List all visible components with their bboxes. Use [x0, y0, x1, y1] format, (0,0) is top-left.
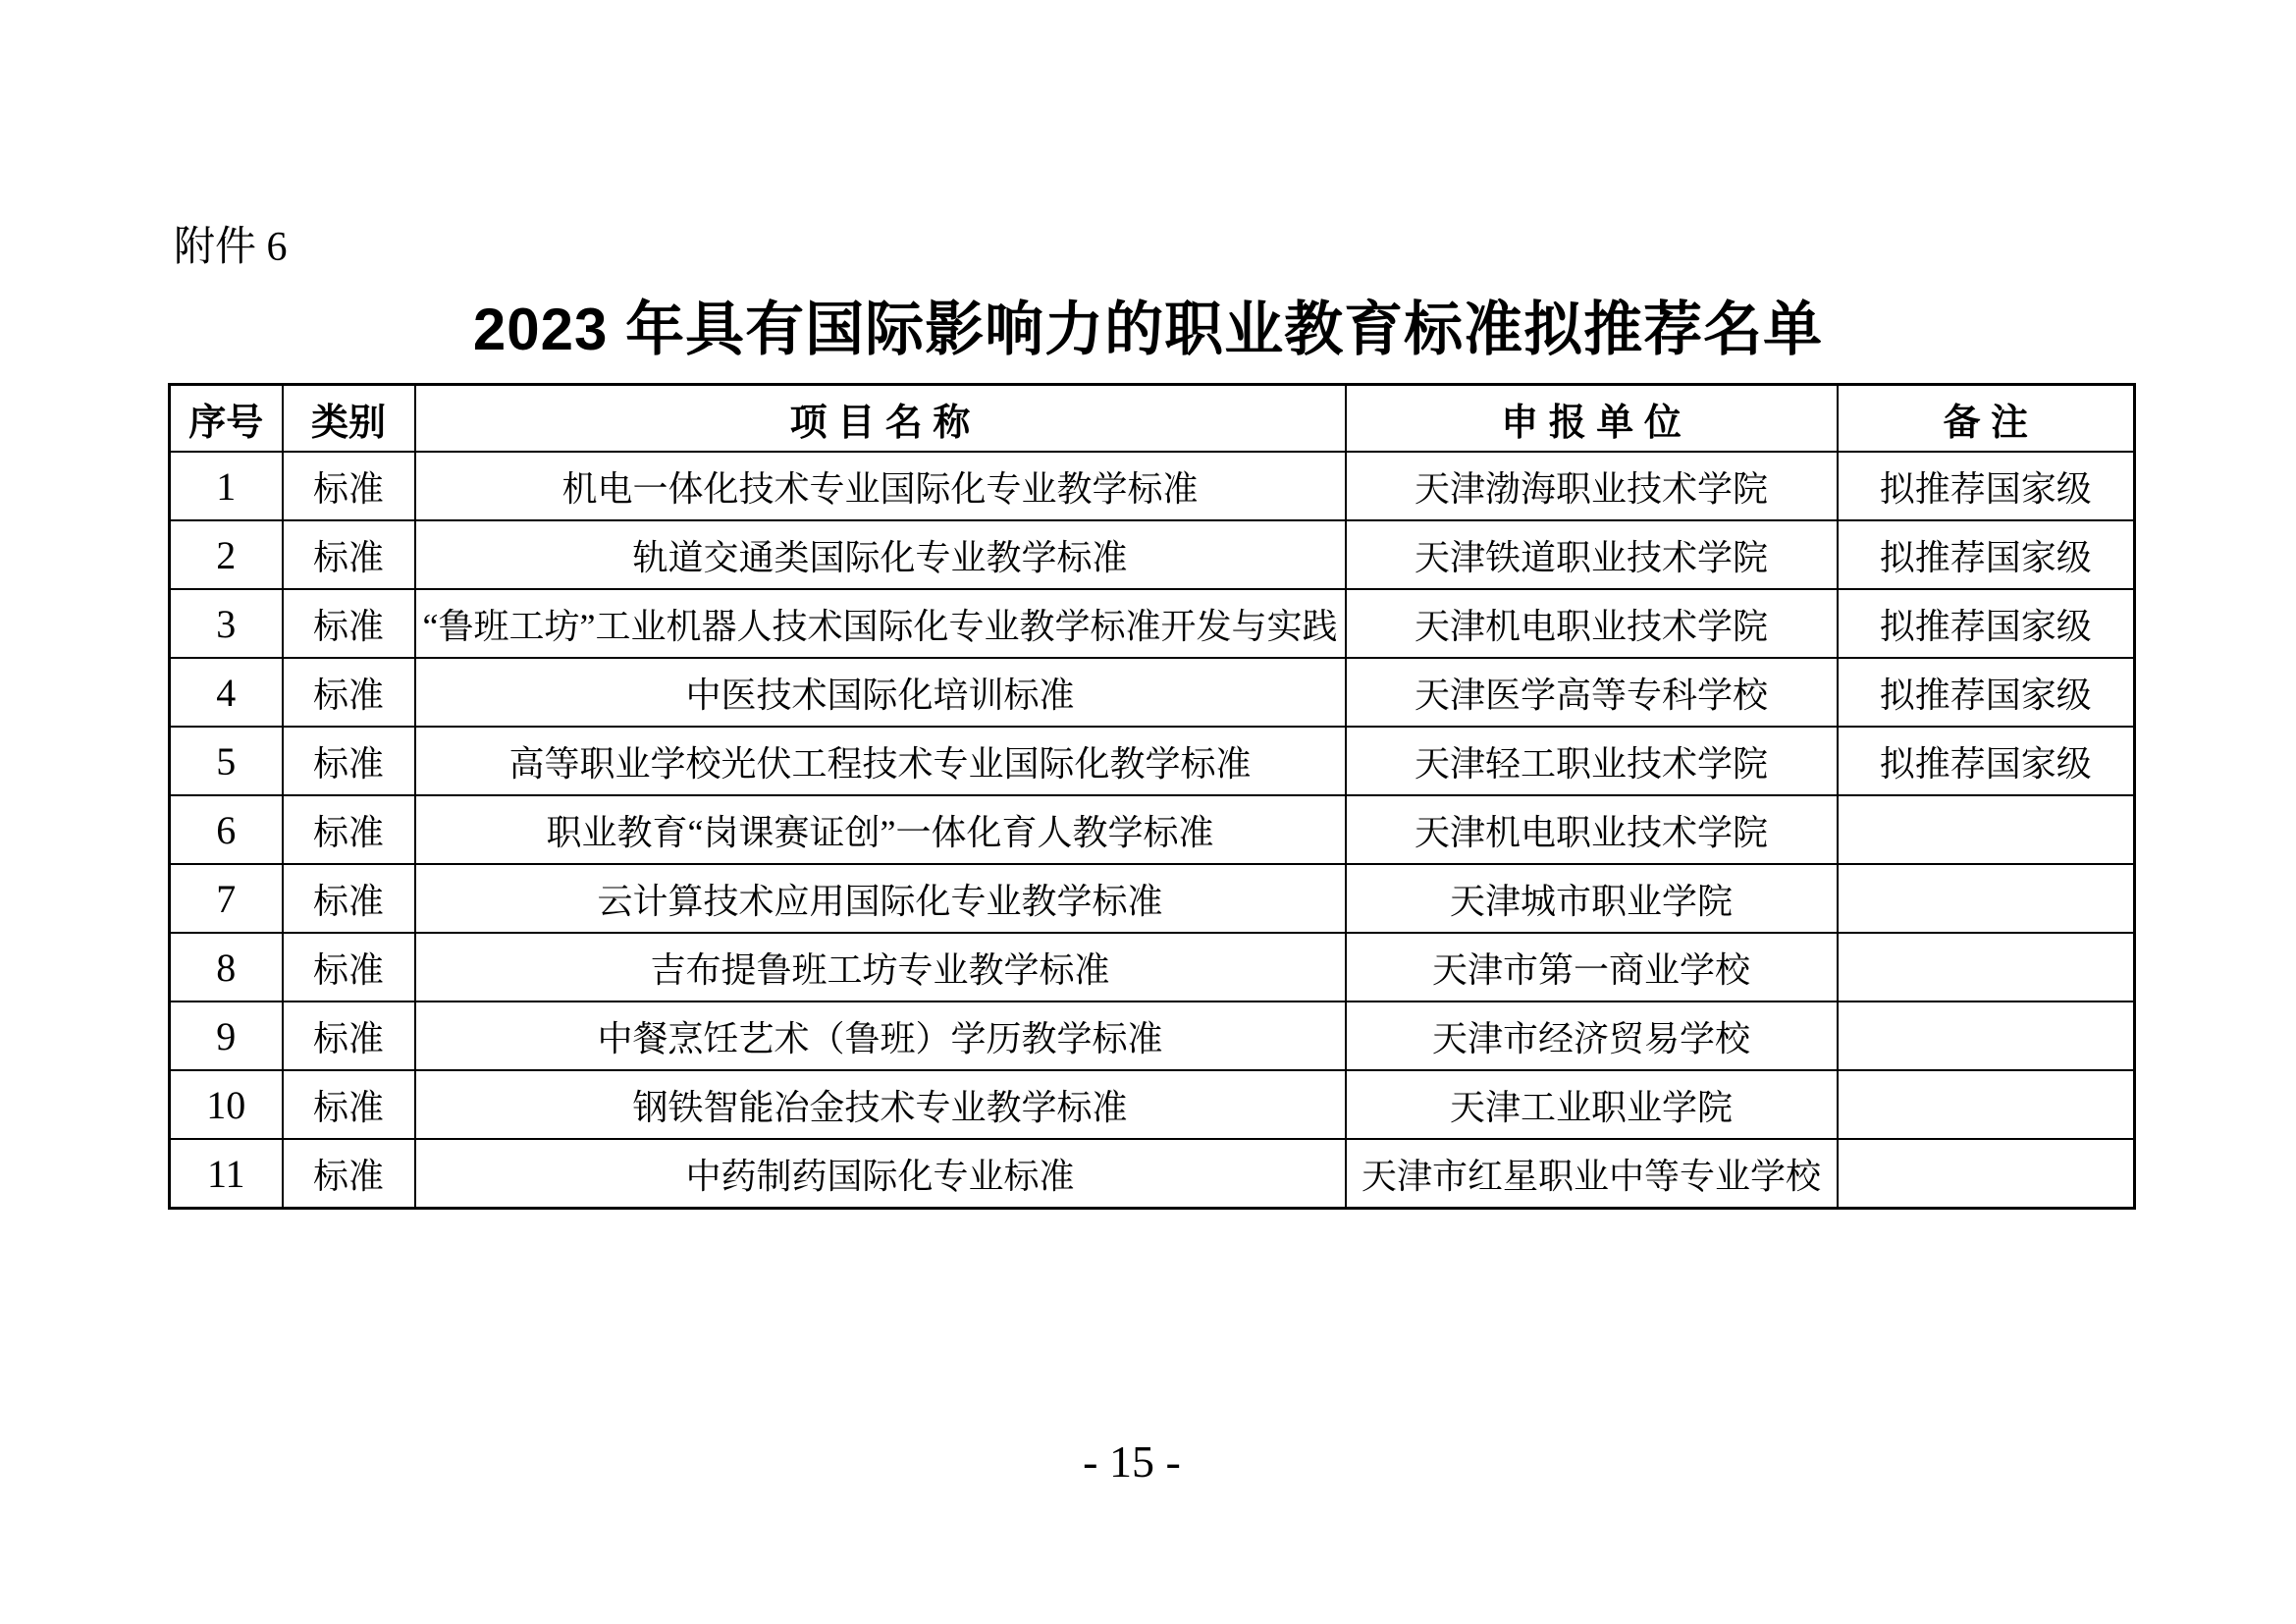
cell-applying-unit: 天津铁道职业技术学院 [1346, 520, 1838, 589]
cell-applying-unit: 天津市第一商业学校 [1346, 933, 1838, 1001]
cell-remark: 拟推荐国家级 [1838, 658, 2135, 727]
cell-project-name: 职业教育“岗课赛证创”一体化育人教学标准 [415, 795, 1346, 864]
cell-category: 标准 [283, 658, 415, 727]
table-row [170, 520, 2135, 589]
col-header-no: 序号 [170, 385, 283, 453]
cell-category: 标准 [283, 864, 415, 933]
cell-category: 标准 [283, 1001, 415, 1070]
cell-serial-number: 9 [170, 1001, 283, 1070]
cell-serial-number: 1 [170, 452, 283, 520]
table-header-row [170, 385, 2135, 453]
cell-project-name: 中餐烹饪艺术（鲁班）学历教学标准 [415, 1001, 1346, 1070]
cell-serial-number: 8 [170, 933, 283, 1001]
cell-project-name: 中医技术国际化培训标准 [415, 658, 1346, 727]
cell-applying-unit: 天津市经济贸易学校 [1346, 1001, 1838, 1070]
cell-category: 标准 [283, 933, 415, 1001]
cell-category: 标准 [283, 795, 415, 864]
cell-applying-unit: 天津机电职业技术学院 [1346, 589, 1838, 658]
cell-serial-number: 2 [170, 520, 283, 589]
cell-remark: 拟推荐国家级 [1838, 589, 2135, 658]
cell-project-name: 轨道交通类国际化专业教学标准 [415, 520, 1346, 589]
cell-applying-unit: 天津工业职业学院 [1346, 1070, 1838, 1139]
table-row [170, 1139, 2135, 1209]
cell-serial-number: 5 [170, 727, 283, 795]
page-number: - 15 - [1083, 1436, 1181, 1487]
cell-remark [1838, 1070, 2135, 1139]
cell-serial-number: 11 [170, 1139, 283, 1209]
cell-applying-unit: 天津轻工职业技术学院 [1346, 727, 1838, 795]
cell-category: 标准 [283, 1139, 415, 1209]
table-row [170, 452, 2135, 520]
col-header-remark: 备 注 [1838, 385, 2135, 453]
cell-applying-unit: 天津渤海职业技术学院 [1346, 452, 1838, 520]
cell-applying-unit: 天津市红星职业中等专业学校 [1346, 1139, 1838, 1209]
cell-project-name: 中药制药国际化专业标准 [415, 1139, 1346, 1209]
cell-project-name: 机电一体化技术专业国际化专业教学标准 [415, 452, 1346, 520]
col-header-unit: 申 报 单 位 [1346, 385, 1838, 453]
cell-category: 标准 [283, 727, 415, 795]
table-row [170, 864, 2135, 933]
table-row [170, 795, 2135, 864]
cell-remark [1838, 864, 2135, 933]
cell-applying-unit: 天津城市职业学院 [1346, 864, 1838, 933]
attachment-label: 附件 6 [174, 225, 288, 270]
cell-serial-number: 3 [170, 589, 283, 658]
cell-remark [1838, 933, 2135, 1001]
col-header-project: 项 目 名 称 [415, 385, 1346, 453]
cell-remark [1838, 1139, 2135, 1209]
cell-category: 标准 [283, 452, 415, 520]
cell-applying-unit: 天津机电职业技术学院 [1346, 795, 1838, 864]
cell-project-name: “鲁班工坊”工业机器人技术国际化专业教学标准开发与实践 [415, 589, 1346, 658]
table-row [170, 1001, 2135, 1070]
cell-serial-number: 4 [170, 658, 283, 727]
standards-table [168, 383, 2136, 1210]
cell-category: 标准 [283, 520, 415, 589]
cell-remark: 拟推荐国家级 [1838, 520, 2135, 589]
table-row [170, 658, 2135, 727]
cell-remark: 拟推荐国家级 [1838, 727, 2135, 795]
table-row [170, 1070, 2135, 1139]
table-row [170, 589, 2135, 658]
cell-remark [1838, 1001, 2135, 1070]
cell-project-name: 云计算技术应用国际化专业教学标准 [415, 864, 1346, 933]
page-title: 2023 年具有国际影响力的职业教育标准拟推荐名单 [472, 297, 1824, 362]
cell-remark [1838, 795, 2135, 864]
cell-project-name: 钢铁智能冶金技术专业教学标准 [415, 1070, 1346, 1139]
cell-serial-number: 10 [170, 1070, 283, 1139]
cell-project-name: 吉布提鲁班工坊专业教学标准 [415, 933, 1346, 1001]
table-row [170, 727, 2135, 795]
cell-serial-number: 6 [170, 795, 283, 864]
cell-project-name: 高等职业学校光伏工程技术专业国际化教学标准 [415, 727, 1346, 795]
cell-serial-number: 7 [170, 864, 283, 933]
cell-category: 标准 [283, 1070, 415, 1139]
col-header-category: 类别 [283, 385, 415, 453]
table-row [170, 933, 2135, 1001]
cell-category: 标准 [283, 589, 415, 658]
cell-applying-unit: 天津医学高等专科学校 [1346, 658, 1838, 727]
cell-remark: 拟推荐国家级 [1838, 452, 2135, 520]
